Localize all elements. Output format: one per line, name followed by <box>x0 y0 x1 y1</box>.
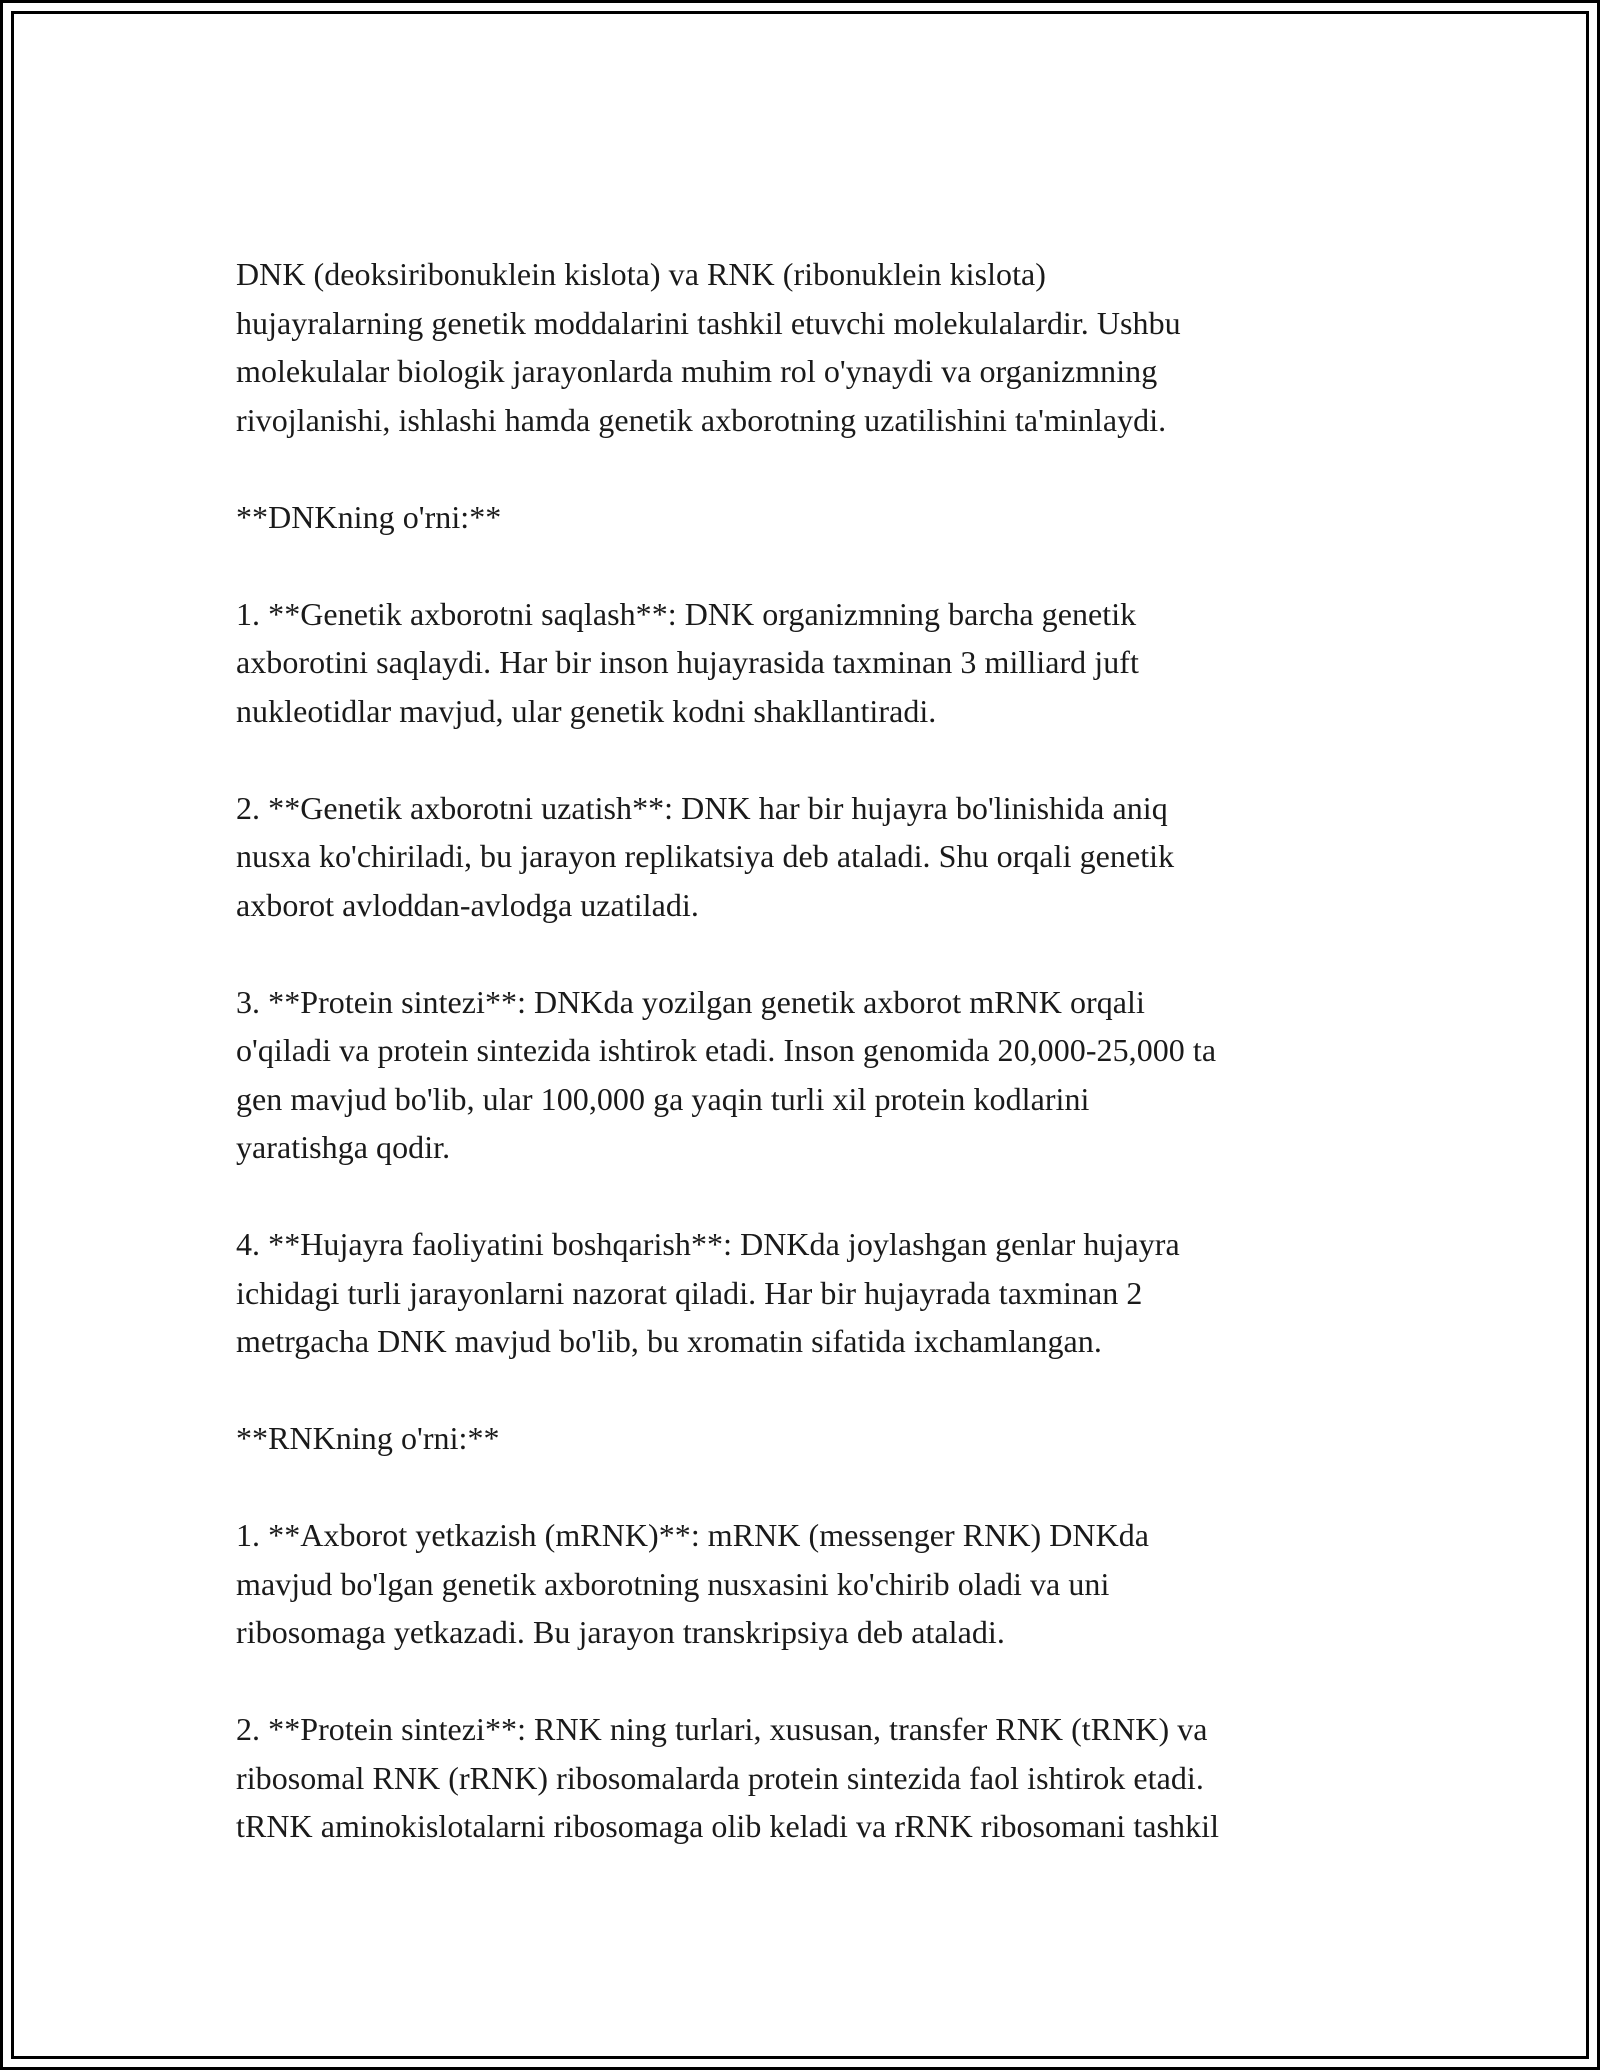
rnk-section-heading: **RNKning o'rni:** <box>236 1420 500 1456</box>
dnk-item-1: 1. **Genetik axborotni saqlash**: DNK organizmning barcha genetik axborotini saqlaydi. Har bir inson hujayrasida taxminan 3 milliard juft nukleotidlar mavjud, ular genetik kodni shakllantiradi. <box>236 595 1139 729</box>
dnk-item-4: 4. **Hujayra faoliyatini boshqarish**: DNKda joylashgan genlar hujayra ichidagi turli jarayonlarni nazorat qiladi. Har bir hujayrada taxminan 2 metrgacha DNK mavjud bo'lib, bu xromatin sifatida ixchamlangan. <box>236 1226 1180 1359</box>
dnk-item-2: 2. **Genetik axborotni uzatish**: DNK har bir hujayra bo'linishida aniq nusxa ko'chiriladi, bu jarayon replikatsiya deb ataladi. Shu orqali genetik axborot avloddan-avlodga uzatiladi. <box>236 789 1175 923</box>
intro-paragraph: DNK (deoksiribonuklein kislota) va RNK (ribonuklein kislota) hujayralarning genetik moddalarini tashkil etuvchi molekulalardir. Ushbu molekulalar biologik jarayonlarda muhim rol o'ynaydi va organizmning rivojlanishi, ishlashi hamda genetik axborotning uzatilishini ta'minlaydi. <box>236 256 1181 438</box>
rnk-item-1: 1. **Axborot yetkazish (mRNK)**: mRNK (messenger RNK) DNKda mavjud bo'lgan genetik axborotning nusxasini ko'chirib oladi va uni ribosomaga yetkazadi. Bu jarayon transkripsiya deb ataladi. <box>236 1517 1150 1650</box>
rnk-item-2: 2. **Protein sintezi**: RNK ning turlari, xususan, transfer RNK (tRNK) va ribosomal RNK (rRNK) ribosomalarda protein sintezida faol ishtirok etadi. tRNK aminokislotalarni ribosomaga olib keladi va rRNK ribosomani tashkil <box>236 1711 1220 1844</box>
dnk-section-heading: **DNKning o'rni:** <box>236 498 502 535</box>
document-body <box>236 250 1376 1851</box>
dnk-item-3: 3. **Protein sintezi**: DNKda yozilgan genetik axborot mRNK orqali o'qiladi va protein sintezida ishtirok etadi. Inson genomida 20,000-25,000 ta gen mavjud bo'lib, ular 100,000 ga yaqin turli xil protein kodlarini yaratishga qodir. <box>236 983 1217 1165</box>
